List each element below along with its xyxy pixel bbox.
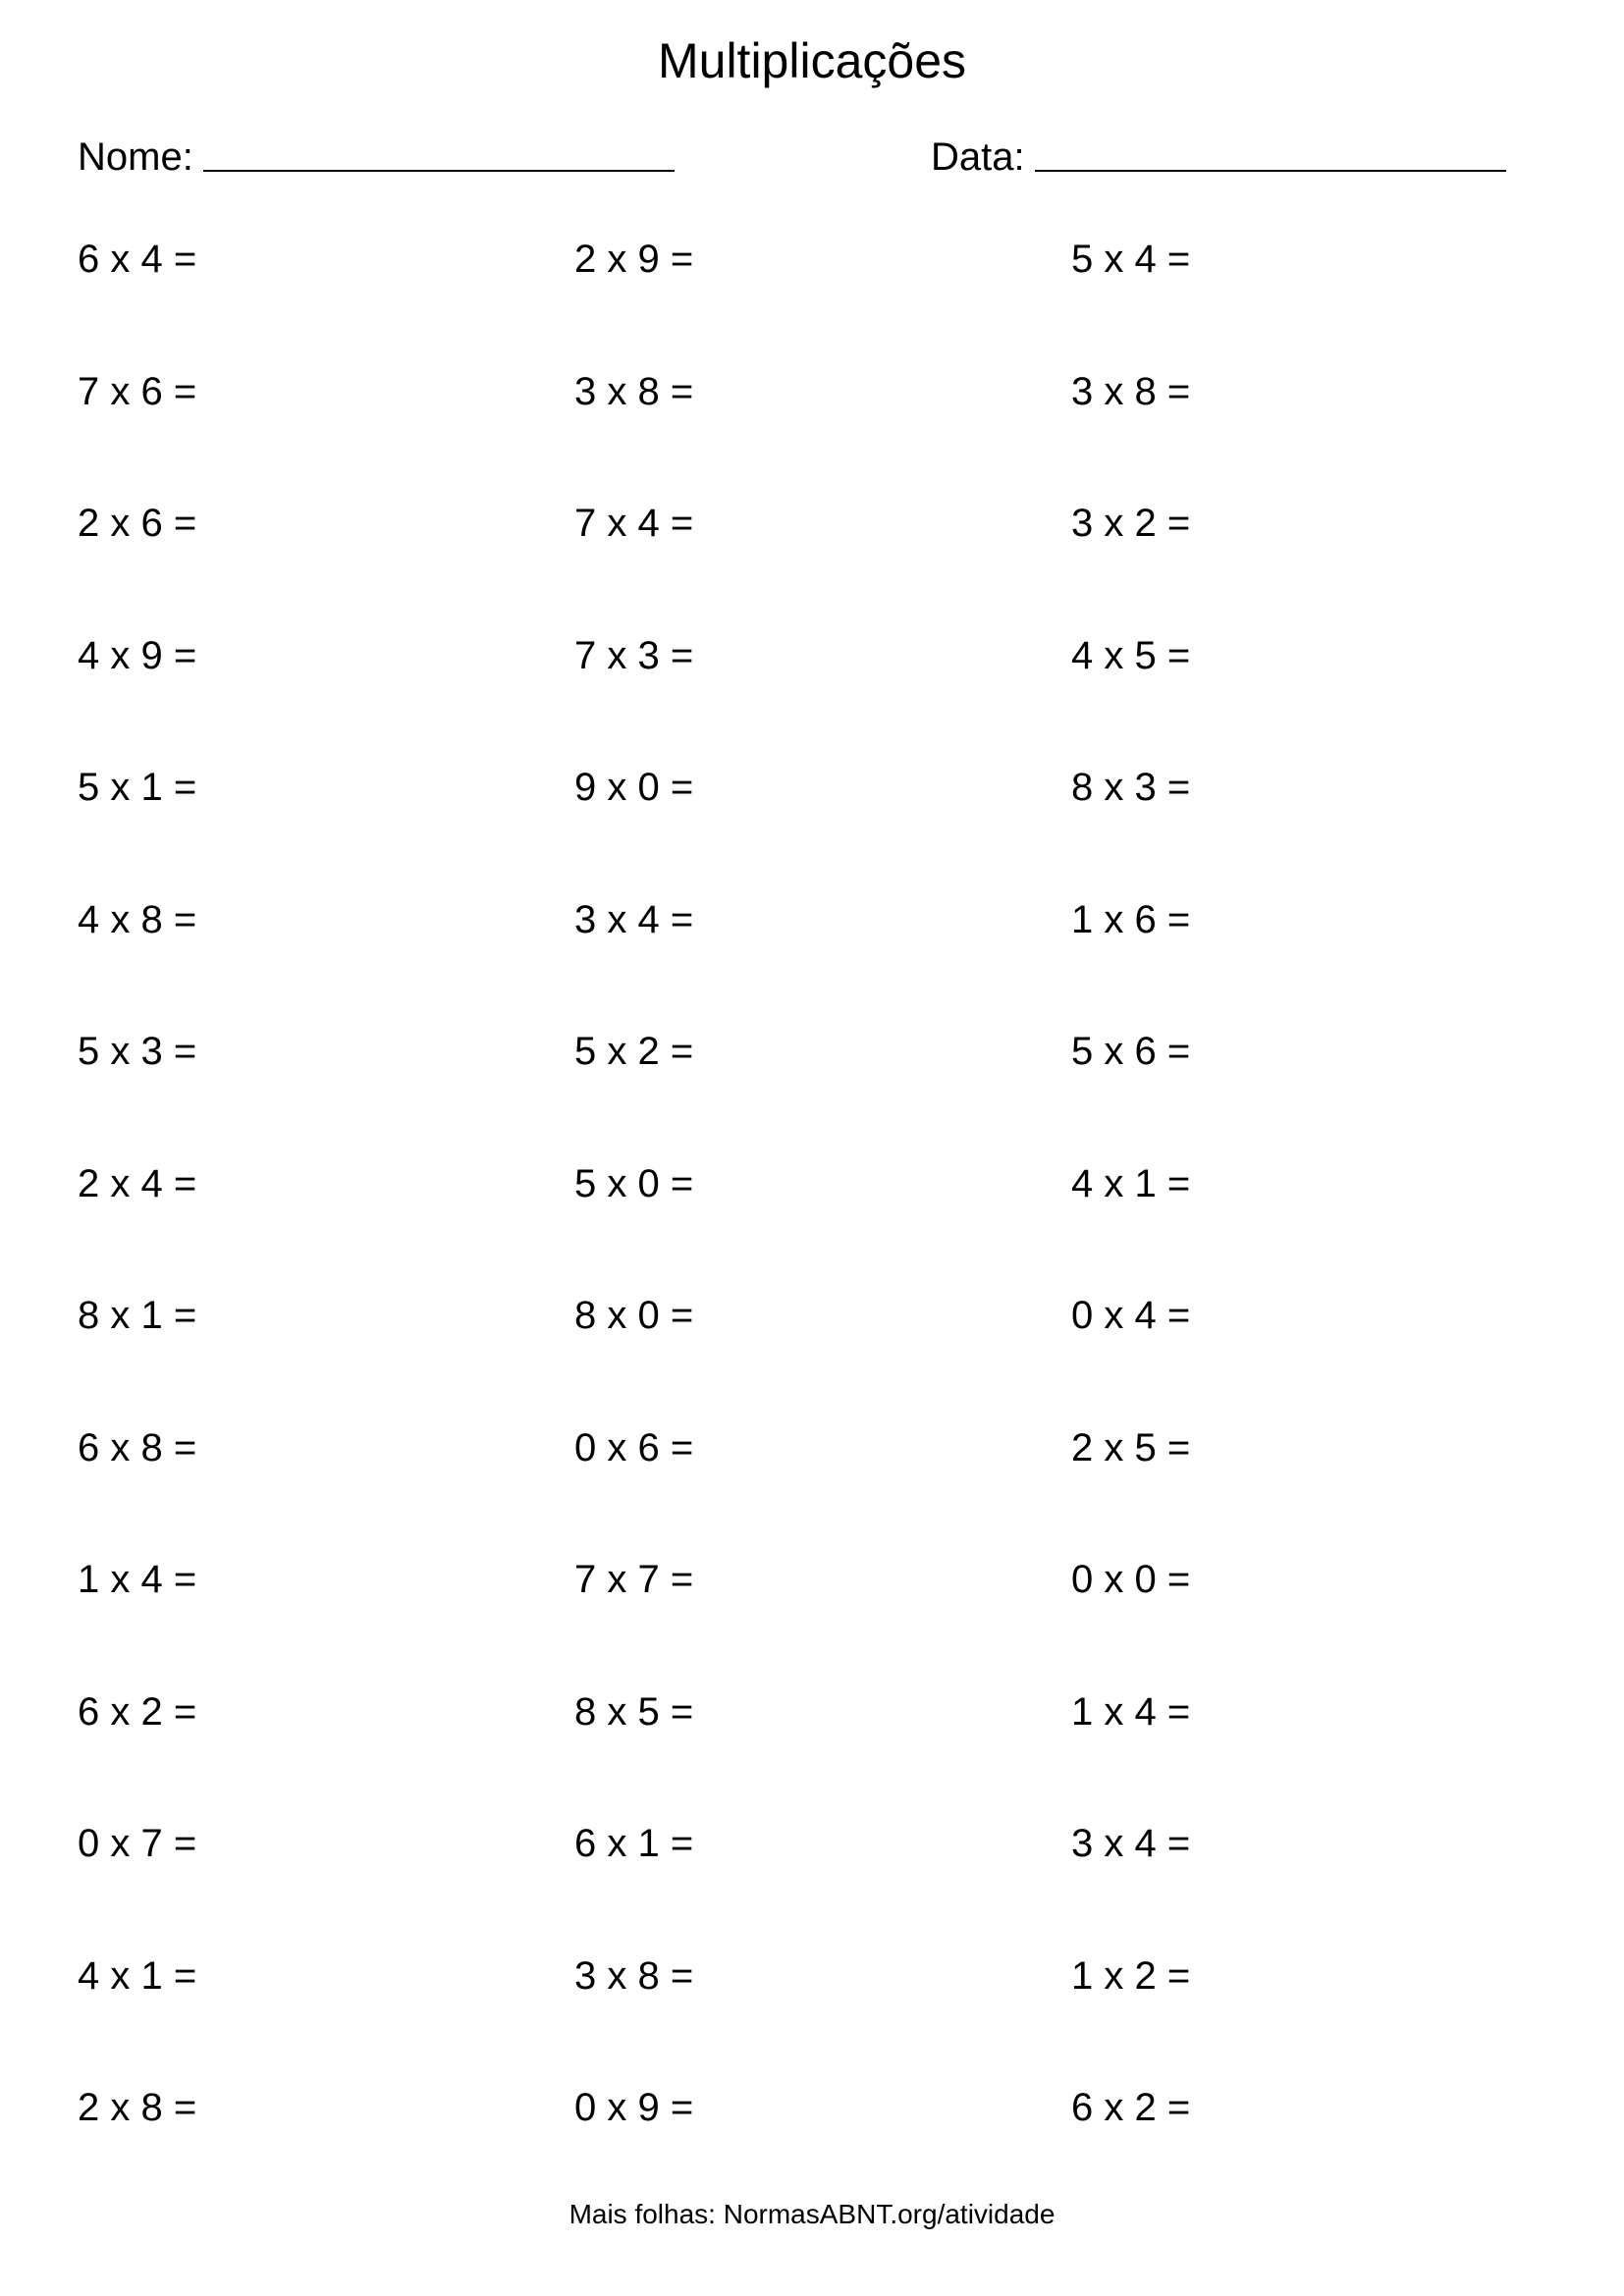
footer-note: Mais folhas: NormasABNT.org/atividade: [568, 2199, 1056, 2229]
problem-row: [78, 756, 1570, 888]
multiplication-problem: 5 x 0 =: [574, 1161, 694, 1205]
multiplication-problem: 2 x 4 =: [78, 1161, 197, 1205]
name-label: Nome:: [78, 135, 193, 179]
multiplication-problem: 8 x 1 =: [78, 1294, 197, 1337]
multiplication-problem: 3 x 4 =: [1071, 1822, 1191, 1865]
date-label: Data:: [931, 135, 1025, 179]
multiplication-problem: 0 x 4 =: [1071, 1294, 1191, 1337]
multiplication-problem: 0 x 0 =: [1071, 1558, 1191, 1601]
multiplication-problem: 1 x 4 =: [1071, 1689, 1191, 1734]
name-field: [78, 128, 675, 187]
multiplication-problem: 5 x 3 =: [78, 1030, 197, 1073]
multiplication-problem: 2 x 8 =: [78, 2086, 197, 2129]
problem-row: [78, 1416, 1570, 1549]
multiplication-problem: 6 x 1 =: [574, 1822, 694, 1865]
multiplication-problem: 8 x 0 =: [574, 1294, 694, 1337]
name-blank-line: [203, 170, 675, 172]
multiplication-problem: 3 x 4 =: [574, 897, 694, 941]
multiplication-problem: 0 x 6 =: [574, 1425, 694, 1469]
multiplication-problem: 6 x 2 =: [78, 1689, 197, 1734]
date-field: [931, 128, 1506, 187]
multiplication-problem: 5 x 1 =: [78, 766, 197, 809]
date-blank-line: [1035, 170, 1506, 172]
multiplication-problem: 4 x 8 =: [78, 897, 197, 941]
multiplication-problem: 4 x 1 =: [1071, 1161, 1191, 1205]
problem-grid: [78, 228, 1570, 2209]
multiplication-problem: 7 x 7 =: [574, 1558, 694, 1601]
multiplication-problem: 4 x 1 =: [78, 1953, 197, 1998]
multiplication-problem: 0 x 9 =: [574, 2086, 694, 2129]
multiplication-problem: 1 x 2 =: [1071, 1953, 1191, 1998]
problem-row: [78, 1152, 1570, 1285]
multiplication-problem: 7 x 4 =: [574, 502, 694, 545]
multiplication-problem: 3 x 8 =: [574, 1953, 694, 1998]
multiplication-problem: 8 x 5 =: [574, 1689, 694, 1734]
problem-row: [78, 1812, 1570, 1945]
multiplication-problem: 2 x 9 =: [574, 238, 694, 281]
multiplication-problem: 8 x 3 =: [1071, 766, 1191, 809]
multiplication-problem: 7 x 6 =: [78, 369, 197, 413]
multiplication-problem: 0 x 7 =: [78, 1822, 197, 1865]
problem-row: [78, 1548, 1570, 1681]
multiplication-problem: 5 x 2 =: [574, 1030, 694, 1073]
multiplication-problem: 2 x 6 =: [78, 502, 197, 545]
multiplication-problem: 6 x 4 =: [78, 238, 197, 281]
problem-row: [78, 1284, 1570, 1416]
multiplication-problem: 3 x 8 =: [574, 369, 694, 413]
multiplication-problem: 4 x 9 =: [78, 633, 197, 677]
multiplication-problem: 2 x 5 =: [1071, 1425, 1191, 1469]
multiplication-problem: 6 x 2 =: [1071, 2086, 1191, 2129]
problem-row: [78, 624, 1570, 757]
problem-row: [78, 228, 1570, 360]
problem-row: [78, 492, 1570, 624]
multiplication-problem: 1 x 4 =: [78, 1558, 197, 1601]
problem-row: [78, 1681, 1570, 1813]
problem-row: [78, 1020, 1570, 1152]
worksheet-title: Multiplicações: [657, 33, 966, 88]
multiplication-problem: 5 x 6 =: [1071, 1030, 1191, 1073]
multiplication-problem: 3 x 2 =: [1071, 502, 1191, 545]
problem-row: [78, 1945, 1570, 2077]
problem-row: [78, 888, 1570, 1021]
multiplication-problem: 6 x 8 =: [78, 1425, 197, 1469]
multiplication-problem: 9 x 0 =: [574, 766, 694, 809]
multiplication-problem: 4 x 5 =: [1071, 633, 1191, 677]
multiplication-problem: 7 x 3 =: [574, 633, 694, 677]
multiplication-problem: 3 x 8 =: [1071, 369, 1191, 413]
problem-row: [78, 2076, 1570, 2209]
multiplication-problem: 5 x 4 =: [1071, 238, 1191, 281]
multiplication-problem: 1 x 6 =: [1071, 897, 1191, 941]
problem-row: [78, 360, 1570, 493]
